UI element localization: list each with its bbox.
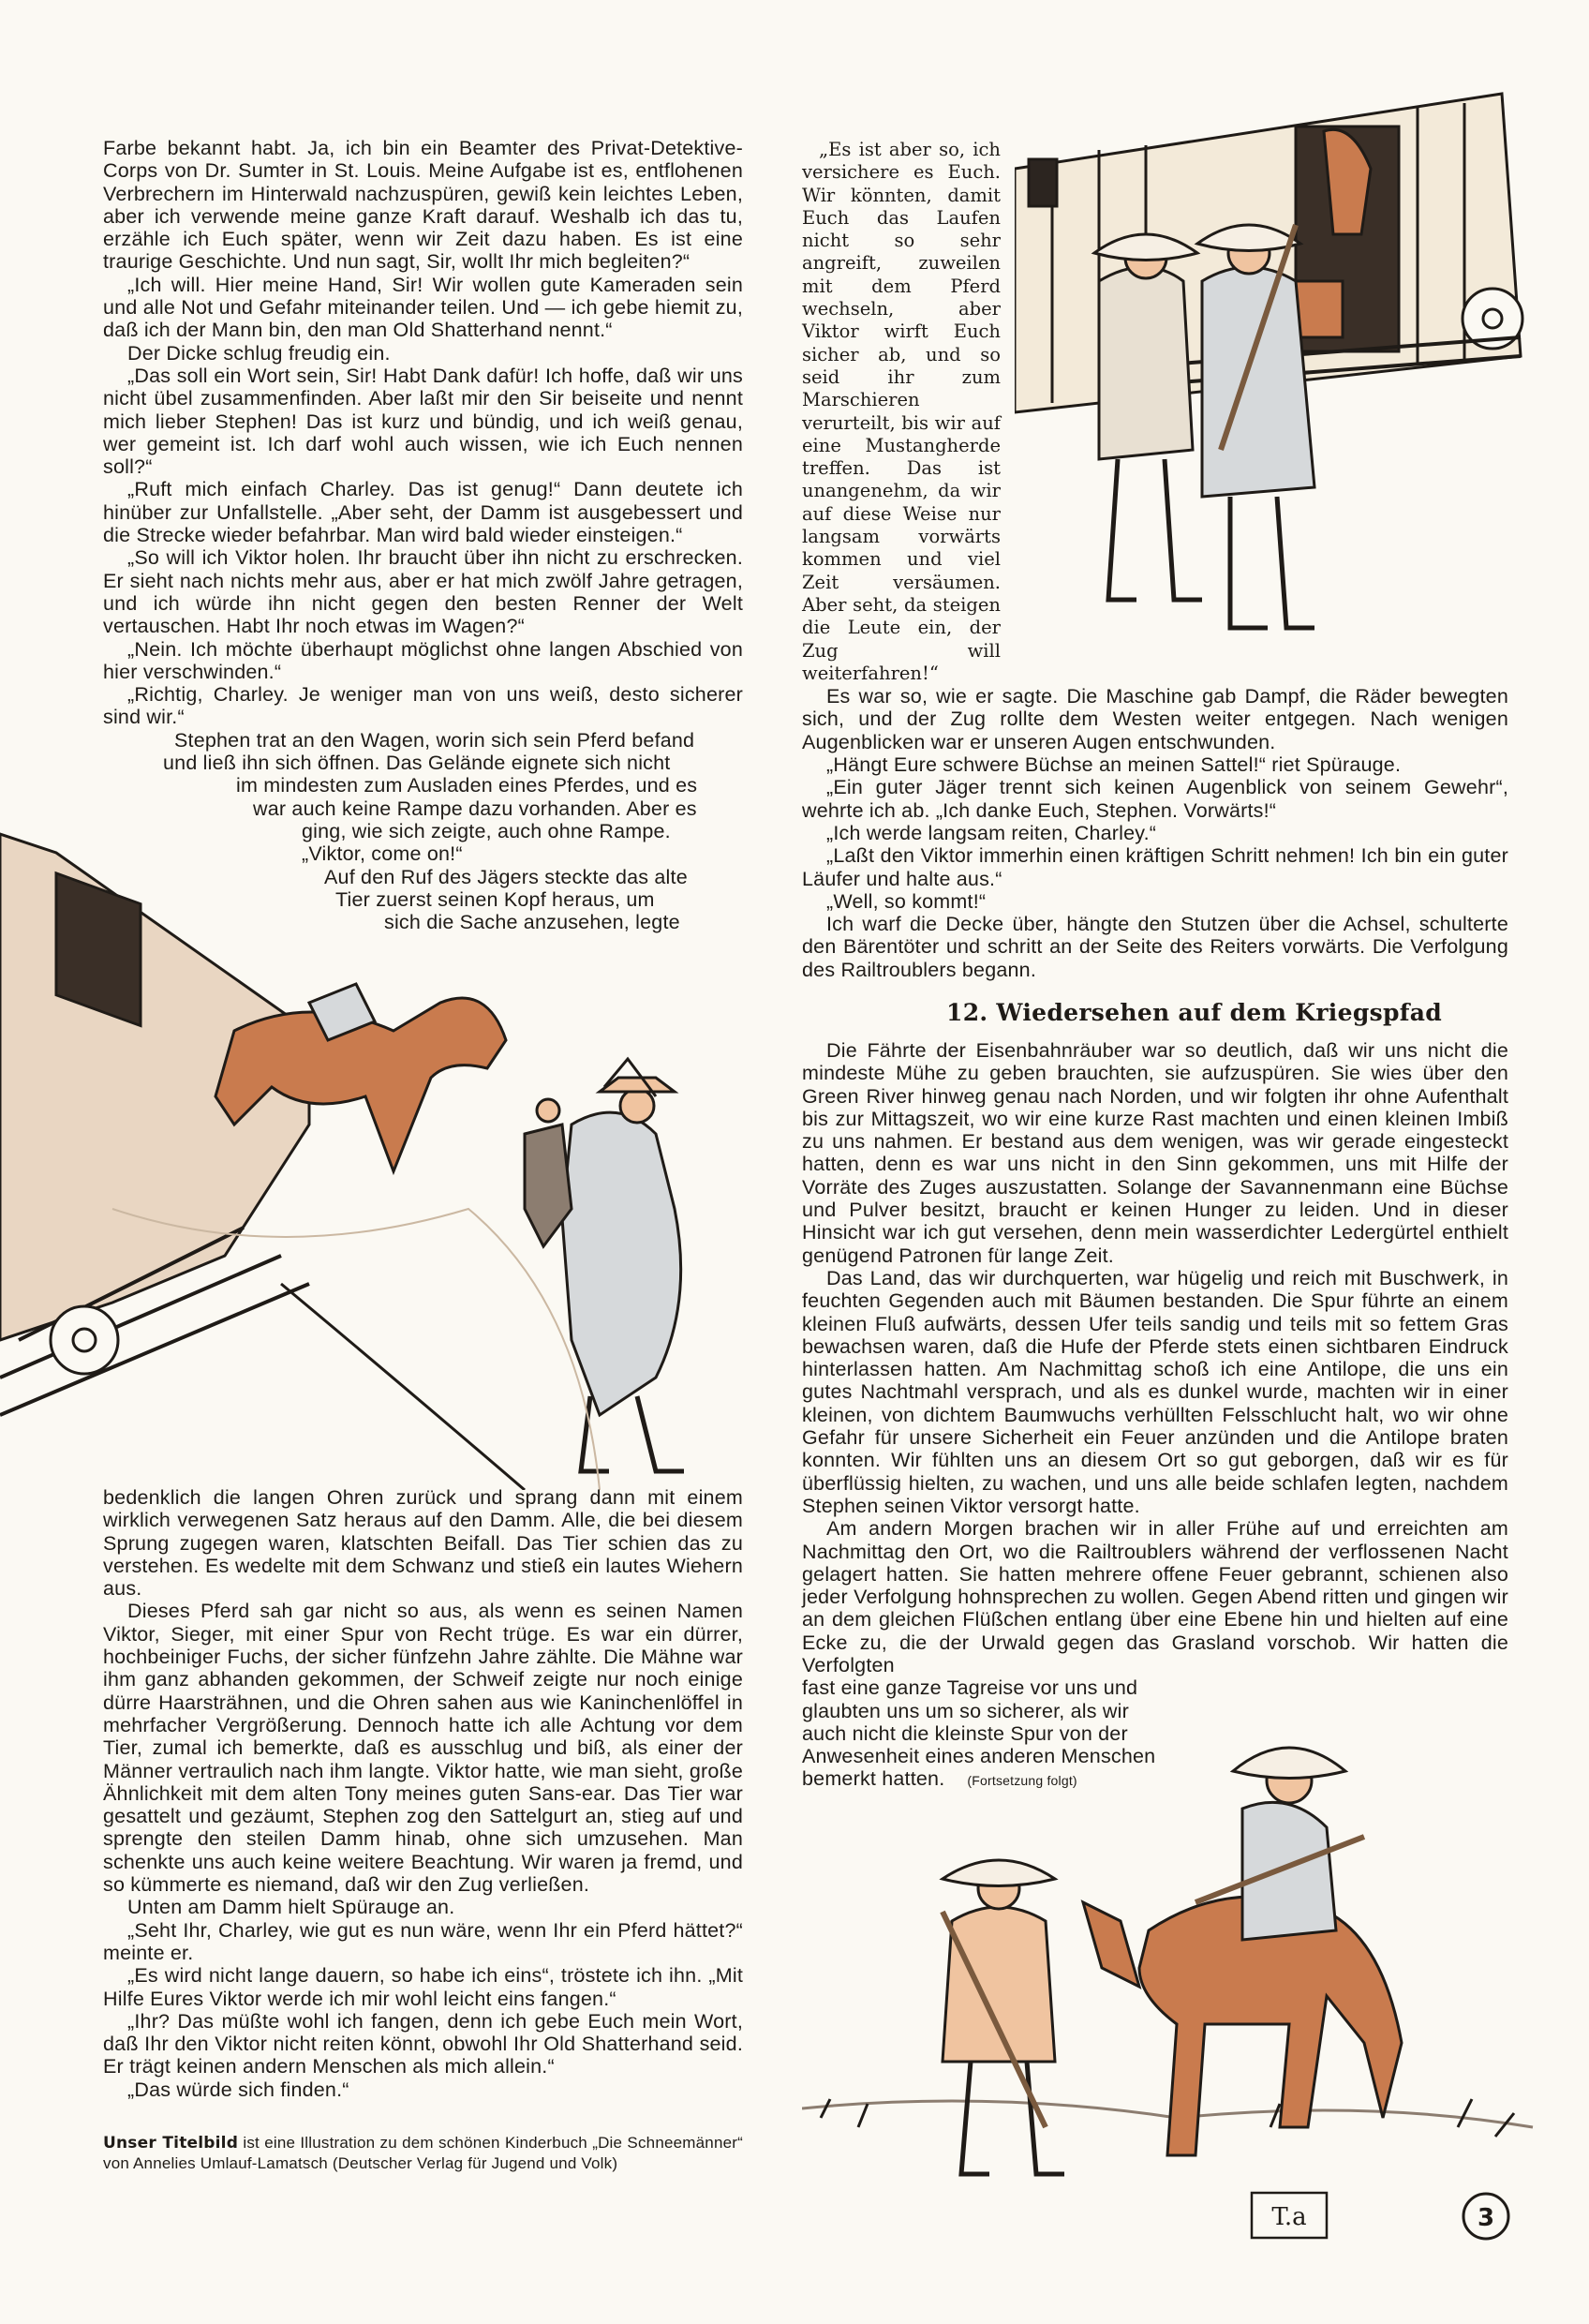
page-number: 3 [1477, 2204, 1495, 2232]
text-line: Auf den Ruf des Jägers steckte das alte [324, 865, 688, 888]
paragraph: „Ein guter Jäger trennt sich keinen Augenblick von seinem Gewehr“, wehrte ich ab. „Ich danke Euch, Stephen. Vorwärts!“ [802, 776, 1508, 822]
paragraph: „Ich werde langsam reiten, Charley.“ [826, 821, 1157, 844]
text-line: „Viktor, come on!“ [302, 842, 463, 866]
paragraph: „Das soll ein Wort sein, Sir! Habt Dank dafür! Ich hoffe, daß wir uns nicht übel zusammenfinden. Aber laßt mir den Sir beiseite und nennt mich lieber Stephen! Das ist kurz und bündig, und ich weiß genau, wer gemeint ist. Ich darf wohl auch wissen, wie ich Euch nennen soll?“ [103, 364, 743, 479]
paragraph: „Hängt Eure schwere Büchse an meinen Sattel!“ riet Spürauge. [826, 753, 1402, 777]
text-line-end: bemerkt hatten. [802, 1767, 945, 1791]
paragraph: „Ich will. Hier meine Hand, Sir! Wir wollen gute Kameraden sein und alle Not und Gefahr miteinander teilen. Und — ich gebe hiemit zu, daß ich der Mann bin, den man Old Shatterhand nennt.“ [103, 273, 743, 342]
paragraph: Am andern Morgen brachen wir in aller Frühe auf und erreichten am Nachmittag den Ort, wo die Railtroublers während der verflossenen Nacht gelagert hatten. Sie hatten mehrere offene Feuer gebrannt, schienen also jeder Verfolgung hohnsprechen zu wollen. Gegen Abend ritten und gingen wir an dem gleichen Flüßchen entlang über eine Ebene hin und hielten auf eine Ecke zu, die der Urwald gegen das Grasland vorschob. Wir hatten die Verfolgten [802, 1517, 1508, 1676]
caption-text: ist eine Illustration zu dem schönen Kinderbuch „Die Schneemänner“ von Annelies Umlauf-Lamatsch (Deutscher Verlag für Jugend und Volk) [103, 2134, 743, 2173]
paragraph: Das Land, das wir durchquerten, war hügelig und reich mit Buschwerk, in feuchten Gegenden auch mit Bäumen bestanden. Die Spur führte an einem kleinen Fluß aufwärts, dessen Ufer teils sandig und teils mit so fettem Gras bewachsen waren, daß die Hufe der Pferde stets einen sichtbaren Eindruck hinterlassen hatten. Am Nachmittag schoß ich eine Antilope, die uns ein gutes Nachtmahl versprach, und als es dunkel wurde, machten wir in einer kleinen, von dichtem Baumwuchs verhüllten Felsschlucht halt, wo wir ohne Gefahr für unsere Sicherheit ein Feuer anzünden und die Antilope braten konnten. Wir fühlten uns an diesem Ort so gut geborgen, daß wir es für überflüssig hielten, zu wachen, und uns alle beide schlafen legten, nachdem Stephen seinen Viktor versorgt hatte. [802, 1266, 1508, 1517]
text-line: Anwesenheit eines anderen Menschen [802, 1745, 1156, 1768]
text-line: im mindesten zum Ausladen eines Pferdes, und es [236, 774, 698, 797]
paragraph: bedenklich die langen Ohren zurück und sprang dann mit einem wirklich verwegenen Satz heraus auf den Damm. Alle, die bei diesem Sprung zugegen waren, klatschten Beifall. Das Tier schien das zu verstehen. Es wedelte mit dem Schwanz und stieß ein lautes Wiehern aus. [103, 1486, 743, 1601]
text-line: glaubten uns um so sicherer, als wir [802, 1699, 1129, 1722]
cover-caption [103, 2133, 743, 2173]
right-narrow-column [802, 139, 1001, 685]
text-line: sich die Sache anzusehen, legte [384, 911, 680, 934]
paragraph: „Es ist aber so, ich versichere es Euch. Wir könnten, damit Euch das Laufen nicht so sehr angreift, zuweilen mit dem Pferd wechseln, aber Viktor wirft Euch sicher ab, und so seid ihr zum Marschieren verurteilt, bis wir auf eine Mustangherde treffen. Das ist unangenehm, da wir auf diese Weise nur langsam vorwärts kommen und viel Zeit versäumen. Aber seht, da steigen die Leute ein, der Zug will weiterfahren!“ [802, 139, 1001, 684]
continued-note: (Fortsetzung folgt) [967, 1773, 1077, 1789]
caption-lead: Unser Titelbild [103, 2134, 239, 2153]
right-column-main [802, 1039, 1508, 1793]
paragraph: „Seht Ihr, Charley, wie gut es nun wäre, wenn Ihr ein Pferd hättet?“ meinte er. [103, 1918, 743, 1964]
chapter-heading: 12. Wiedersehen auf dem Kriegspfad [946, 998, 1443, 1026]
paragraph: „Well, so kommt!“ [826, 889, 987, 913]
left-wrap-text [103, 729, 743, 934]
text-line: auch nicht die kleinste Spur von der [802, 1721, 1128, 1745]
left-column-top [103, 137, 743, 933]
paragraph: „Ihr? Das müßte wohl ich fangen, denn ich gebe Euch mein Wort, daß Ihr den Viktor nicht reiten könnt, obwohl Ihr Old Shatterhand seid. Er trägt keinen andern Menschen als mich allein.“ [103, 2009, 743, 2078]
right-column [802, 139, 1508, 1793]
text-line: war auch keine Rampe dazu vorhanden. Aber es [253, 797, 697, 820]
text-line: und ließ ihn sich öffnen. Das Gelände eignete sich nicht [163, 752, 671, 775]
paragraph: Unten am Damm hielt Spürauge an. [127, 1896, 455, 1919]
paragraph: „Ruft mich einfach Charley. Das ist genug!“ Dann deutete ich hinüber zur Unfallstelle. „Aber seht, der Damm ist ausgebessert und die Strecke wieder befahrbar. Man wird bald wieder einsteigen.“ [103, 478, 743, 547]
paragraph: „Richtig, Charley. Je weniger man von uns weiß, desto sicherer sind wir.“ [103, 683, 743, 729]
paragraph: Dieses Pferd sah gar nicht so aus, als wenn es seinen Namen Viktor, Sieger, mit einer Spur von Recht trüge. Es war ein dürrer, hochbeiniger Fuchs, der sicher fünfzehn Jahre zählte. Die Mähne war ihm ganz abhanden gekommen, der Schweif zeigte nur noch einige dürre Haarsträhnen, und die Ohren sahen aus wie Kaninchenlöffel in mehrfacher Vergrößerung. Dennoch hatte ich alle Achtung vor dem Tier, zumal ich bemerkte, daß es ausschlug und biß, als einer der Männer vertraulich nach ihm langte. Viktor hatte, wie man sieht, große Ähnlichkeit mit dem alten Tony meines guten Sans-ear. Das Tier war gesattelt und gezäumt, Stephen zog den Sattelgurt an, stieg auf und sprengte den steilen Damm hinab, ohne sich umzusehen. Man schenkte uns auch keine weitere Beachtung. Wir waren ja fremd, und so kümmerte es niemand, daß wir den Zug verließen. [103, 1600, 743, 1897]
paragraph: Der Dicke schlug freudig ein. [127, 341, 391, 365]
text-line: Tier zuerst seinen Kopf heraus, um [335, 887, 655, 911]
text-line [802, 1767, 1195, 1792]
paragraph: „Nein. Ich möchte überhaupt möglichst ohne langen Abschied von hier verschwinden.“ [103, 637, 743, 683]
artist-signature: T.a [1271, 2203, 1307, 2231]
text-line: Stephen trat an den Wagen, worin sich sein Pferd befand [174, 728, 695, 752]
text-line: ging, wie sich zeigte, auch ohne Rampe. [302, 819, 671, 842]
left-column-bottom [103, 1486, 743, 2173]
paragraph: „Das würde sich finden.“ [127, 2078, 349, 2101]
paragraph: Ich warf die Decke über, hängte den Stutzen über die Achsel, schulterte den Bärentöter und schritt an der Seite des Reiters vorwärts. Die Verfolgung des Railtroublers begann. [802, 913, 1508, 981]
paragraph: „Laßt den Viktor immerhin einen kräftigen Schritt nehmen! Ich bin ein guter Läufer und halte aus.“ [802, 844, 1508, 890]
paragraph: „So will ich Viktor holen. Ihr braucht über ihn nicht zu erschrecken. Er sieht nach nichts mehr aus, aber er hat mich zwölf Jahre getragen, und ich würde ihn nicht gegen den besten Renner der Welt vertauschen. Habt Ihr noch etwas im Wagen?“ [103, 546, 743, 638]
paragraph: „Es wird nicht lange dauern, so habe ich eins“, tröstete ich ihn. „Mit Hilfe Eures Viktor werde ich mir wohl leicht eins fangen.“ [103, 1964, 743, 2010]
paragraph: Es war so, wie er sagte. Die Maschine gab Dampf, die Räder bewegten sich, und der Zug rollte dem Westen weiter entgegen. Nach wenigen Augenblicken war er unseren Augen entschwunden. [802, 685, 1508, 753]
right-column-mid [802, 685, 1508, 981]
text-line: fast eine ganze Tagreise vor uns und [802, 1676, 1138, 1700]
paragraph: Farbe bekannt habt. Ja, ich bin ein Beamter des Privat-Detektive-Corps von Dr. Sumter in St. Louis. Meine Aufgabe ist es, entflohenen Verbrechern im Hinterwald nachzuspüren, gewiß kein leichtes Leben, aber ich verwende meine ganze Kraft darauf. Weshalb ich das tu, erzähle ich Euch später, wenn wir Zeit dazu haben. Es ist eine traurige Geschichte. Und nun sagt, Sir, wollt Ihr mich begleiten?“ [103, 137, 743, 274]
paragraph: Die Fährte der Eisenbahnräuber war so deutlich, daß wir uns nicht die mindeste Mühe zu geben brauchten, sie aufzuspüren. Sie wies über den Green River hinweg genau nach Norden, und wir folgten ihr ohne Aufenthalt bis zur Mittagszeit, wo wir eine kurze Rast machten und einen kleinen Imbiß zu uns nahmen. Er bestand aus dem wenigen, was wir gerade eingesteckt hatten, denn es war uns nicht in den Sinn gekommen, uns mit Hilfe der Vorräte des Zuges auszustatten. Solange der Savannenmann eine Büchse und Pulver besitzt, braucht er keinen Hunger zu leiden. Und in dieser Hinsicht war ich gut versehen, denn mein wasserdichter Ledergürtel enthielt genügend Patronen für lange Zeit. [802, 1038, 1508, 1267]
short-lines [802, 1676, 1195, 1792]
